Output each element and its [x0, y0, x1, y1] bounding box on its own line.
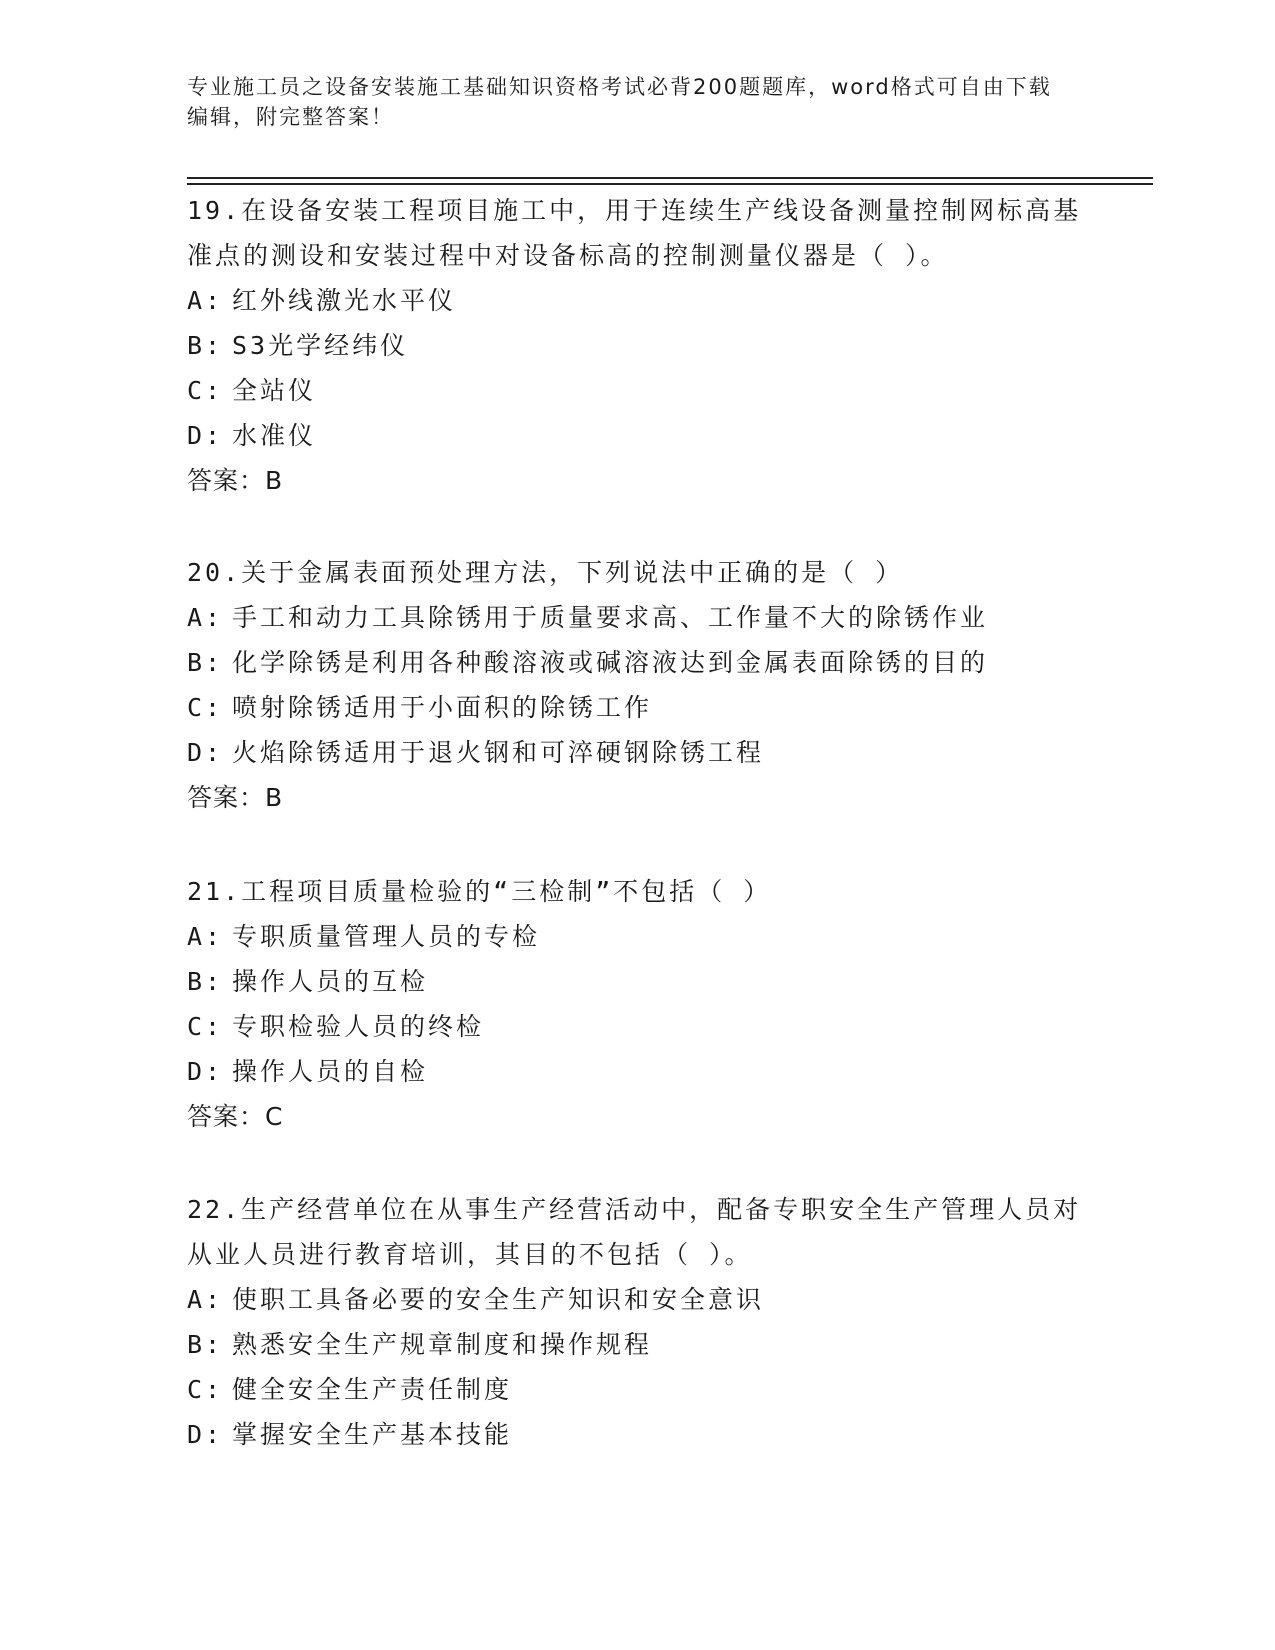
option-c — [187, 1004, 1087, 1049]
question-22 — [187, 1187, 1087, 1457]
option-key: A: — [187, 603, 224, 632]
question-21 — [187, 869, 1087, 1139]
option-d — [187, 730, 1087, 775]
option-text: 红外线激光水平仪 — [232, 286, 457, 315]
option-key: C: — [187, 1375, 224, 1404]
option-d — [187, 1412, 1087, 1457]
option-d — [187, 413, 1087, 458]
question-stem: 22.生产经营单位在从事生产经营活动中，配备专职安全生产管理人员对从业人员进行教育培训，其目的不包括（ ）。 — [187, 1195, 1082, 1269]
option-c — [187, 368, 1087, 413]
option-text: 健全安全生产责任制度 — [232, 1375, 513, 1404]
option-key: A: — [187, 1285, 224, 1314]
option-c — [187, 685, 1087, 730]
answer-line: 答案：B — [187, 783, 284, 812]
answer-line: 答案：C — [187, 1102, 284, 1131]
header-rule-bottom — [187, 183, 1153, 185]
option-key: D: — [187, 1057, 224, 1086]
option-key: B: — [187, 331, 224, 360]
option-d — [187, 1049, 1087, 1094]
option-a — [187, 278, 1087, 323]
question-stem: 19.在设备安装工程项目施工中，用于连续生产线设备测量控制网标高基准点的测设和安装过程中对设备标高的控制测量仪器是（ ）。 — [187, 196, 1082, 270]
option-text: 水准仪 — [232, 421, 317, 450]
option-text: 掌握安全生产基本技能 — [232, 1420, 513, 1449]
option-b — [187, 959, 1087, 1004]
option-c — [187, 1367, 1087, 1412]
option-key: B: — [187, 648, 224, 677]
option-text: 喷射除锈适用于小面积的除锈工作 — [232, 693, 653, 722]
option-key: D: — [187, 421, 224, 450]
option-key: C: — [187, 693, 224, 722]
option-b — [187, 640, 1087, 685]
option-text: 全站仪 — [232, 376, 317, 405]
option-key: D: — [187, 738, 224, 767]
option-text: 操作人员的互检 — [232, 967, 429, 996]
option-text: 熟悉安全生产规章制度和操作规程 — [232, 1330, 653, 1359]
option-text: 专职质量管理人员的专检 — [232, 922, 541, 951]
option-b — [187, 323, 1087, 368]
option-text: 化学除锈是利用各种酸溶液或碱溶液达到金属表面除锈的目的 — [232, 648, 989, 677]
option-key: B: — [187, 1330, 224, 1359]
option-key: D: — [187, 1420, 224, 1449]
option-key: C: — [187, 376, 224, 405]
option-a — [187, 914, 1087, 959]
option-text: 火焰除锈适用于退火钢和可淬硬钢除锈工程 — [232, 738, 765, 767]
question-stem: 20.关于金属表面预处理方法，下列说法中正确的是（ ） — [187, 558, 904, 587]
option-text: 使职工具备必要的安全生产知识和安全意识 — [232, 1285, 765, 1314]
option-text: 手工和动力工具除锈用于质量要求高、工作量不大的除锈作业 — [232, 603, 989, 632]
option-text: 操作人员的自检 — [232, 1057, 429, 1086]
option-key: B: — [187, 967, 224, 996]
option-text: S3光学经纬仪 — [232, 331, 409, 360]
option-text: 专职检验人员的终检 — [232, 1012, 485, 1041]
document-header: 专业施工员之设备安装施工基础知识资格考试必背200题题库，word格式可自由下载编辑，附完整答案！ — [187, 75, 1052, 129]
option-a — [187, 1277, 1087, 1322]
option-key: A: — [187, 286, 224, 315]
option-b — [187, 1322, 1087, 1367]
question-20 — [187, 550, 1087, 820]
answer-line: 答案：B — [187, 466, 284, 495]
option-key: A: — [187, 922, 224, 951]
option-key: C: — [187, 1012, 224, 1041]
header-rule-top — [187, 177, 1153, 179]
question-19 — [187, 188, 1087, 503]
option-a — [187, 595, 1087, 640]
question-stem: 21.工程项目质量检验的“三检制”不包括（ ） — [187, 877, 772, 906]
